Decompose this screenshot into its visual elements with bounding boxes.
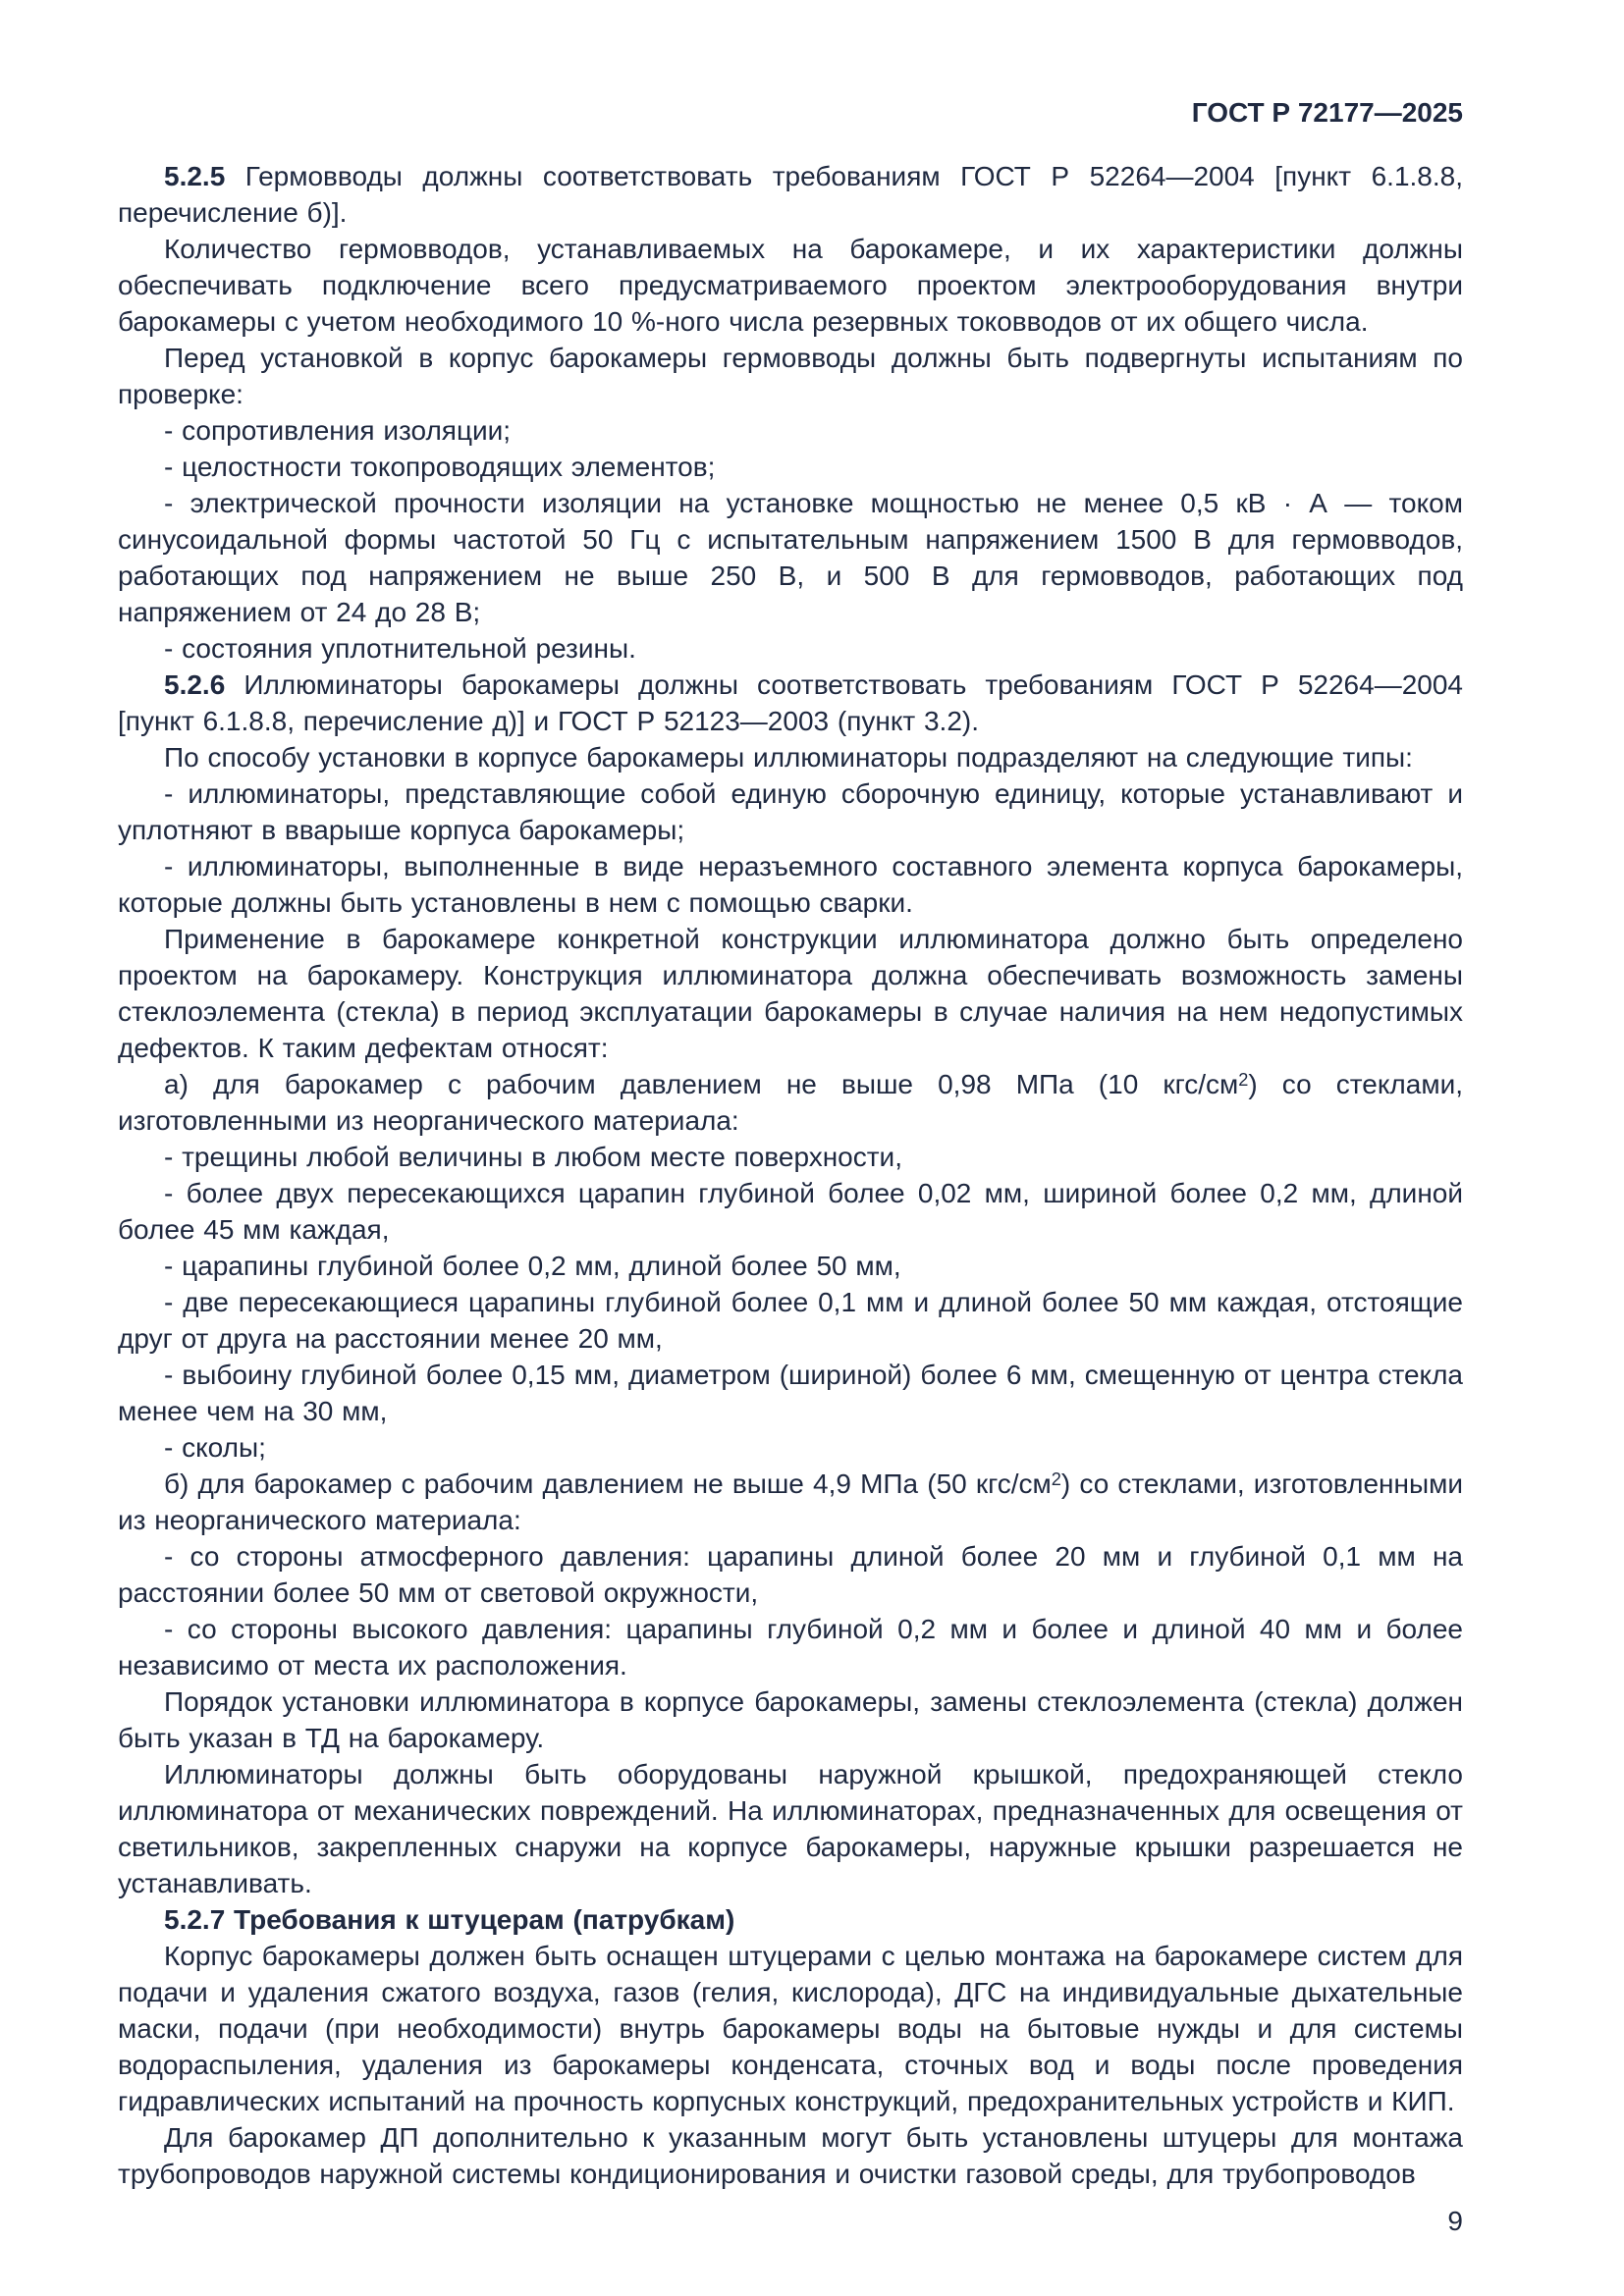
paragraph — [118, 1357, 1463, 1429]
text-run: 5.2.7 Требования к штуцерам (патрубкам) — [164, 1904, 735, 1935]
paragraph — [118, 1756, 1463, 1901]
text-run: - более двух пересекающихся царапин глубиной более 0,02 мм, шириной более 0,2 мм, длиной более 45 мм каждая, — [118, 1178, 1463, 1245]
paragraph — [118, 1066, 1463, 1139]
text-run: - состояния уплотнительной резины. — [164, 633, 636, 664]
paragraph — [118, 1466, 1463, 1538]
text-run: Корпус барокамеры должен быть оснащен штуцерами с целью монтажа на барокамере систем для подачи и удаления сжатого воздуха, газов (гелия, кислорода), ДГС на индивидуальные дыхательные маски, подачи (при необходимости) внутрь барокамеры воды на бытовые нужды и для системы водораспыления, удаления из барокамеры конденсата, сточных вод и воды после проведения гидравлических испытаний на прочность корпусных конструкций, предохранительных устройств и КИП. — [118, 1941, 1463, 2116]
paragraph — [118, 1611, 1463, 1683]
paragraph — [118, 775, 1463, 848]
text-run: - со стороны атмосферного давления: царапины длиной более 20 мм и глубиной 0,1 мм на расстоянии более 50 мм от световой окружности, — [118, 1541, 1463, 1608]
text-run: ) со стеклами, изготовленными из неорганического материала: — [118, 1468, 1463, 1535]
text-run: По способу установки в корпусе барокамеры иллюминаторы подразделяют на следующие типы: — [164, 742, 1413, 773]
text-run: Для барокамер ДП дополнительно к указанным могут быть установлены штуцеры для монтажа трубопроводов наружной системы кондиционирования и очистки газовой среды, для трубопроводов — [118, 2122, 1463, 2189]
paragraph — [118, 739, 1463, 775]
text-run: Количество гермовводов, устанавливаемых на барокамере, и их характеристики должны обеспечивать подключение всего предусматриваемого проектом электрооборудования внутри барокамеры с учетом необходимого 10 %-ного числа резервных токовводов от их общего числа. — [118, 234, 1463, 337]
text-run: Применение в барокамере конкретной конструкции иллюминатора должно быть определено проектом на барокамеру. Конструкция иллюминатора должна обеспечивать возможность замены стеклоэлемента (стекла) в период эксплуатации барокамеры в случае наличия на нем недопустимых дефектов. К таким дефектам относят: — [118, 924, 1463, 1063]
paragraph — [118, 231, 1463, 340]
text-run: - сопротивления изоляции; — [164, 415, 512, 446]
superscript: 2 — [1238, 1069, 1249, 1090]
text-run: - электрической прочности изоляции на установке мощностью не менее 0,5 кВ · А — током синусоидальной формы частотой 50 Гц с испытательным напряжением 1500 В для гермовводов, работающих под напряжением не выше 250 В, и 500 В для гермовводов, работающих под напряжением от 24 до 28 В; — [118, 488, 1463, 627]
paragraph — [118, 2119, 1463, 2192]
paragraph — [118, 630, 1463, 667]
superscript: 2 — [1051, 1468, 1061, 1489]
page-number: 9 — [1447, 2206, 1463, 2236]
text-run: Иллюминаторы должны быть оборудованы наружной крышкой, предохраняющей стекло иллюминатора от механических повреждений. На иллюминаторах, предназначенных для освещения от светильников, закрепленных снаружи на корпусе барокамеры, наружные крышки разрешается не устанавливать. — [118, 1759, 1463, 1898]
paragraph — [118, 1175, 1463, 1248]
text-run: - целостности токопроводящих элементов; — [164, 452, 716, 482]
paragraph — [118, 158, 1463, 231]
text-run: а) для барокамер с рабочим давлением не выше 0,98 МПа (10 кгс/см — [164, 1069, 1239, 1099]
text-run: - выбоину глубиной более 0,15 мм, диаметром (шириной) более 6 мм, смещенную от центра стекла менее чем на 30 мм, — [118, 1360, 1463, 1426]
clause-number: 5.2.5 — [164, 161, 226, 191]
paragraph — [118, 449, 1463, 485]
section-heading — [118, 1901, 1463, 1938]
document-header: ГОСТ Р 72177—2025 — [1191, 97, 1463, 128]
paragraph — [118, 1938, 1463, 2119]
text-run: б) для барокамер с рабочим давлением не выше 4,9 МПа (50 кгс/см — [164, 1468, 1052, 1499]
paragraph — [118, 485, 1463, 630]
paragraph — [118, 340, 1463, 412]
text-run: - сколы; — [164, 1432, 266, 1463]
document-body — [118, 158, 1463, 2192]
text-run: - две пересекающиеся царапины глубиной более 0,1 мм и длиной более 50 мм каждая, отстоящие друг от друга на расстоянии менее 20 мм, — [118, 1287, 1463, 1354]
paragraph — [118, 667, 1463, 739]
text-run: Гермовводы должны соответствовать требованиям ГОСТ Р 52264—2004 [пункт 6.1.8.8, перечисление б)]. — [118, 161, 1463, 228]
text-run: - иллюминаторы, выполненные в виде неразъемного составного элемента корпуса барокамеры, которые должны быть установлены в нем с помощью сварки. — [118, 851, 1463, 918]
text-run: - царапины глубиной более 0,2 мм, длиной более 50 мм, — [164, 1251, 901, 1281]
text-run: - трещины любой величины в любом месте поверхности, — [164, 1142, 902, 1172]
paragraph — [118, 1538, 1463, 1611]
paragraph — [118, 921, 1463, 1066]
text-run: - со стороны высокого давления: царапины глубиной 0,2 мм и более и длиной 40 мм и более независимо от места их расположения. — [118, 1614, 1463, 1681]
paragraph — [118, 1683, 1463, 1756]
text-run: - иллюминаторы, представляющие собой единую сборочную единицу, которые устанавливают и уплотняют в вварыше корпуса барокамеры; — [118, 778, 1463, 845]
paragraph — [118, 1139, 1463, 1175]
text-run: Перед установкой в корпус барокамеры гермовводы должны быть подвергнуты испытаниям по проверке: — [118, 343, 1463, 409]
paragraph — [118, 1248, 1463, 1284]
clause-number: 5.2.6 — [164, 669, 226, 700]
text-run: ) со стеклами, изготовленными из неорганического материала: — [118, 1069, 1464, 1136]
paragraph — [118, 848, 1463, 921]
paragraph — [118, 1429, 1463, 1466]
text-run: Иллюминаторы барокамеры должны соответствовать требованиям ГОСТ Р 52264—2004 [пункт 6.1.8.8, перечисление д)] и ГОСТ Р 52123—2003 (пункт 3.2). — [118, 669, 1463, 736]
paragraph — [118, 412, 1463, 449]
text-run: Порядок установки иллюминатора в корпусе барокамеры, замены стеклоэлемента (стекла) должен быть указан в ТД на барокамеру. — [118, 1686, 1463, 1753]
paragraph — [118, 1284, 1463, 1357]
